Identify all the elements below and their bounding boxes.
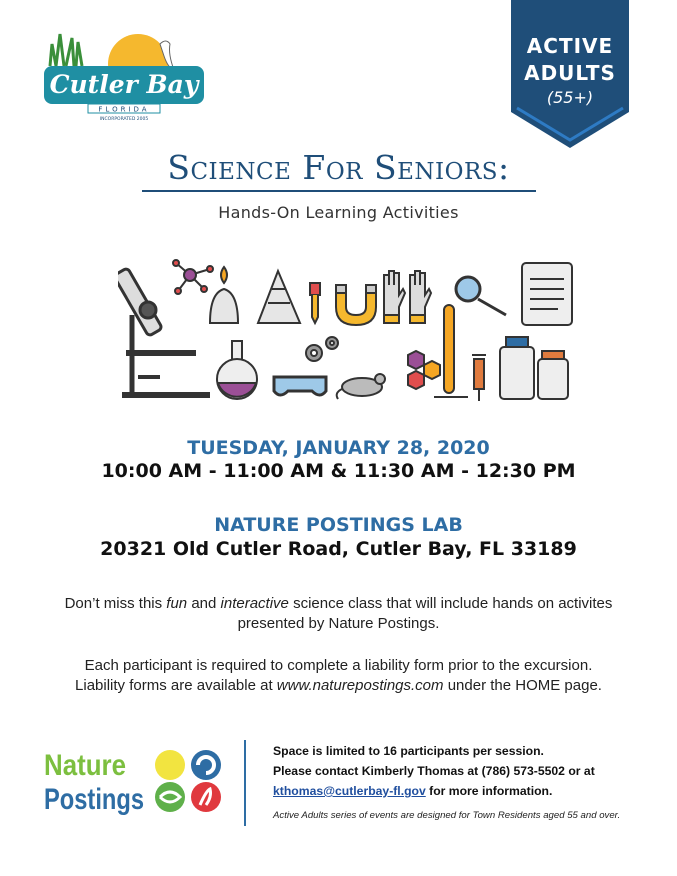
description-paragraph [40,594,637,634]
footer-note: Active Adults series of events are designed for Town Residents aged 55 and over. [273,810,621,821]
para1-text-a: Don’t miss this [64,595,167,612]
page-title: Science For Seniors: [167,148,510,187]
burner-icon [210,267,238,323]
science-illustration [118,255,578,405]
molecule-icon [173,260,213,294]
website-link[interactable]: www.naturepostings.com [276,677,444,694]
para1-text-e: science class that will include hands on activites presented by Nature Postings. [237,595,613,632]
badge-line-3: (55+) [546,88,594,107]
grass-shape [50,34,82,66]
blue-circle-icon [191,750,221,780]
np-logo-line1: Nature [44,749,126,782]
footer-line-3-rest: for more information. [425,784,553,798]
footer-divider [244,740,246,826]
logo-tagline: INCORPORATED 2005 [99,117,149,122]
event-times: 10:00 AM - 11:00 AM & 11:30 AM - 12:30 PM [101,460,576,482]
title-divider [142,190,536,192]
magnet-icon [336,285,376,325]
gears-icon [306,337,338,361]
microscope-icon [118,268,210,395]
liability-text-a: Liability forms are available at [75,677,277,694]
bottle-icon [500,337,534,399]
event-address: 20321 Old Cutler Road, Cutler Bay, FL 33189 [100,538,577,560]
badge-line-2: ADULTS [524,61,616,85]
clipboard-icon [522,263,572,325]
para1-emph-interactive: interactive [220,595,289,612]
para1-text-c: and [187,595,221,612]
cutler-bay-logo [42,30,207,122]
thermometer-icon [434,305,468,397]
badge-line-1: ACTIVE [526,34,614,58]
liability-text-b: under the HOME page. [443,677,602,694]
liability-paragraph [40,656,637,696]
liability-line-1: Each participant is required to complete a liability form prior to the excursion. [84,657,593,674]
syringe-icon [472,355,486,401]
footer-line-2: Please contact Kimberly Thomas at (786) 573-5502 or at [273,764,595,778]
footer-contact [273,741,668,801]
red-circle-icon [191,782,221,812]
cone-flask-icon [258,271,300,323]
footer-line-1: Space is limited to 16 participants per session. [273,744,544,758]
event-date: TUESDAY, JANUARY 28, 2020 [187,437,490,459]
event-venue: NATURE POSTINGS LAB [214,514,463,536]
nature-postings-logo [44,745,229,815]
np-logo-line2: Postings [44,783,144,815]
logo-state: FLORIDA [98,105,150,114]
mouse-icon [337,374,385,399]
jar-icon [538,351,568,399]
email-link[interactable]: kthomas@cutlerbay-fl.gov [273,784,426,798]
round-flask-icon [217,341,257,399]
yellow-circle-icon [155,750,185,780]
para1-emph-fun: fun [166,595,188,612]
dropper-icon [310,283,320,323]
footer-line-3 [273,781,668,801]
magnifier-icon [456,277,506,315]
page-subtitle: Hands-On Learning Activities [218,203,459,222]
gloves-icon [384,271,431,323]
goggles-icon [274,377,326,395]
hexagon-molecule-icon [408,351,440,389]
logo-name: Cutler Bay [49,70,199,99]
